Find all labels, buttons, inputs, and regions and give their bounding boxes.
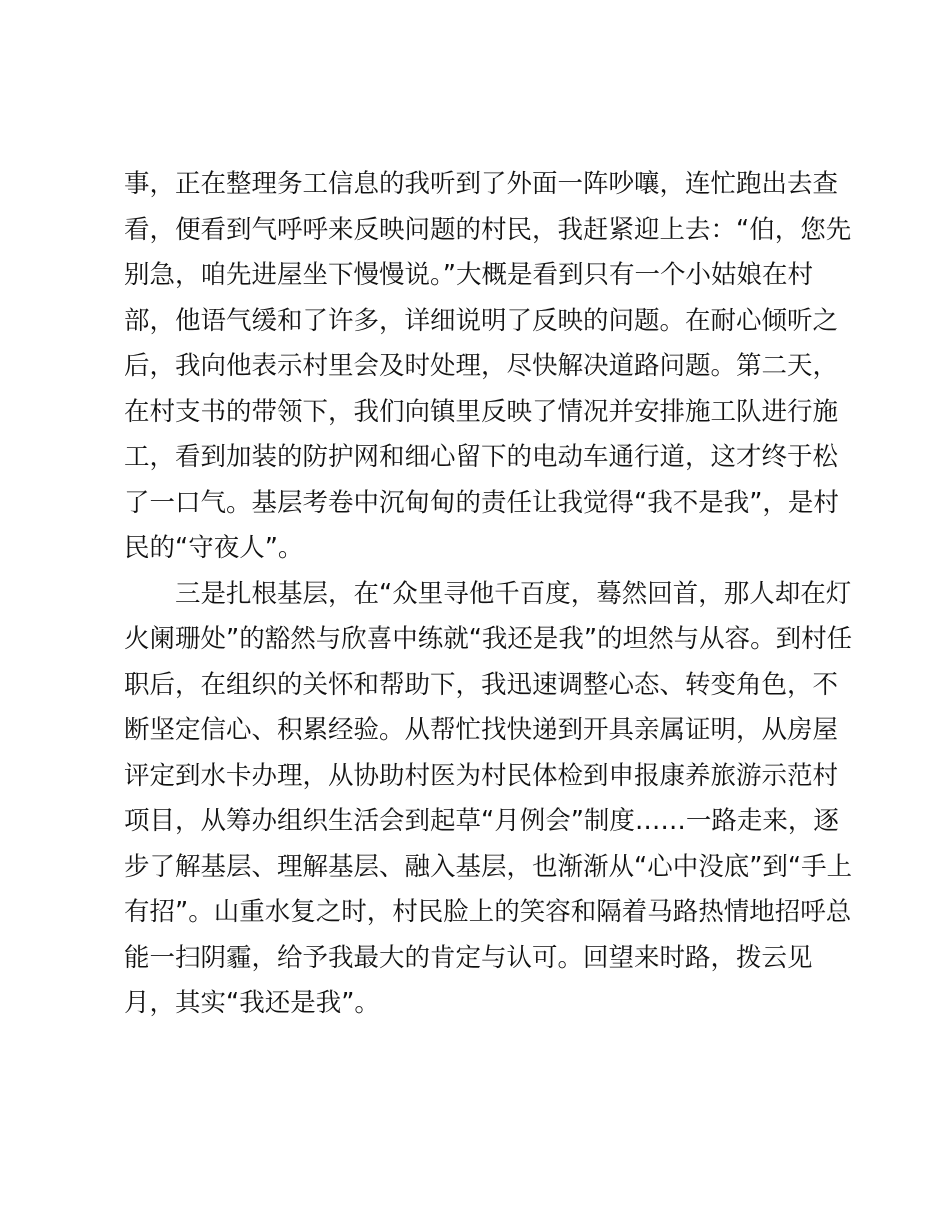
- text-line: 能一扫阴霾，给予我最大的肯定与认可。回望来时路，拨云见: [124, 942, 813, 973]
- text-line: 步了解基层、理解基层、融入基层，也渐渐从“心中没底”到“手上: [124, 851, 853, 882]
- text-line: 评定到水卡办理，从协助村医为村民体检到申报康养旅游示范村: [124, 760, 839, 791]
- text-line: 火阑珊处”的豁然与欣喜中练就“我还是我”的坦然与从容。到村任: [124, 624, 853, 654]
- text-line: 职后，在组织的关怀和帮助下，我迅速调整心态、转变角色，不: [124, 669, 839, 700]
- text-line: 在村支书的带领下，我们向镇里反映了情况并安排施工队进行施: [124, 396, 839, 427]
- text-line: 了一口气。基层考卷中沉甸甸的责任让我觉得“我不是我”，是村: [124, 487, 839, 518]
- text-line: 民的“守夜人”。: [124, 533, 304, 563]
- text-line: 事，正在整理务工信息的我听到了外面一阵吵嚷，连忙跑出去查: [124, 169, 839, 199]
- text-line: 断坚定信心、积累经验。从帮忙找快递到开具亲属证明，从房屋: [124, 715, 839, 745]
- text-line: 月，其实“我还是我”。: [124, 988, 380, 1018]
- text-line: 别急，咱先进屋坐下慢慢说。”大概是看到只有一个小姑娘在村: [124, 260, 813, 290]
- text-line: 部，他语气缓和了许多，详细说明了反映的问题。在耐心倾听之: [124, 305, 839, 336]
- text-line: 有招”。山重水复之时，村民脸上的笑容和隔着马路热情地招呼总: [124, 897, 852, 927]
- text-line: 项目，从筹办组织生活会到起草“月例会”制度……一路走来，逐: [124, 806, 839, 836]
- paragraph-start-line: 三是扎根基层，在“众里寻他千百度，蓦然回首，那人却在灯: [124, 578, 852, 609]
- text-line: 工，看到加装的防护网和细心留下的电动车通行道，这才终于松: [124, 442, 839, 472]
- body-text: [124, 162, 853, 1027]
- text-line: 后，我向他表示村里会及时处理，尽快解决道路问题。第二天，: [124, 351, 839, 381]
- text-line: 看，便看到气呼呼来反映问题的村民，我赶紧迎上去：“伯，您先: [124, 214, 852, 245]
